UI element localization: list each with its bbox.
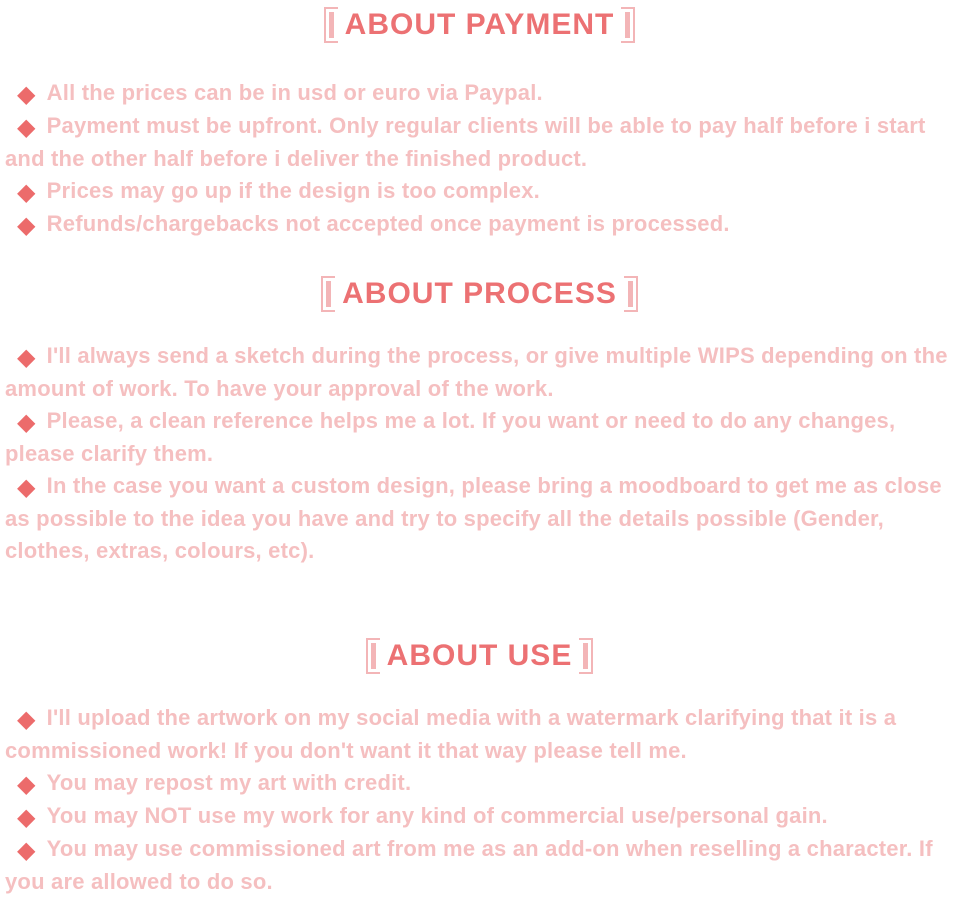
term-item [5, 110, 954, 175]
diamond-bullet-icon: ◆ [17, 178, 36, 207]
open-lenticular-bracket-icon [366, 638, 380, 674]
open-lenticular-bracket-icon [321, 276, 335, 312]
section-about-use [0, 637, 959, 898]
term-text: Prices may go up if the design is too complex. [46, 178, 540, 204]
close-lenticular-bracket-icon [579, 638, 593, 674]
section-title-text: ABOUT USE [386, 639, 573, 673]
diamond-bullet-icon: ◆ [17, 473, 36, 502]
term-text: You may NOT use my work for any kind of commercial use/personal gain. [46, 803, 828, 829]
term-item [5, 767, 954, 800]
term-item [5, 208, 954, 241]
term-item [5, 702, 954, 767]
section-title-about-process [0, 275, 959, 312]
diamond-bullet-icon: ◆ [17, 113, 36, 142]
diamond-bullet-icon: ◆ [17, 705, 36, 734]
diamond-bullet-icon: ◆ [17, 211, 36, 240]
term-text: Refunds/chargebacks not accepted once payment is processed. [46, 211, 730, 237]
section-title-text: ABOUT PAYMENT [344, 8, 615, 42]
diamond-bullet-icon: ◆ [17, 770, 36, 799]
section-title-text: ABOUT PROCESS [342, 277, 617, 311]
term-text: I'll upload the artwork on my social media with a watermark clarifying that it is a commissioned work! If you don't want it that way please tell me. [5, 705, 897, 764]
diamond-bullet-icon: ◆ [17, 408, 36, 437]
term-item [5, 405, 954, 470]
section-title-about-payment [0, 6, 959, 43]
section-about-process [0, 275, 959, 567]
term-text: Please, a clean reference helps me a lot. If you want or need to do any changes, please clarify them. [5, 408, 896, 467]
term-item [5, 470, 954, 567]
term-item [5, 175, 954, 208]
term-item [5, 340, 954, 405]
term-text: I'll always send a sketch during the process, or give multiple WIPS depending on the amount of work. To have your approval of the work. [5, 343, 948, 402]
diamond-bullet-icon: ◆ [17, 80, 36, 109]
diamond-bullet-icon: ◆ [17, 836, 36, 865]
term-text: Payment must be upfront. Only regular clients will be able to pay half before i start and the other half before i deliver the finished product. [5, 113, 926, 172]
close-lenticular-bracket-icon [621, 7, 635, 43]
term-text: In the case you want a custom design, please bring a moodboard to get me as close as possible to the idea you have and try to specify all the details possible (Gender, clothes, extras, colours, etc). [5, 473, 942, 564]
term-list [0, 702, 959, 898]
section-about-payment [0, 6, 959, 241]
term-list [0, 77, 959, 241]
section-title-about-use [0, 637, 959, 674]
term-text: All the prices can be in usd or euro via Paypal. [46, 80, 543, 106]
close-lenticular-bracket-icon [624, 276, 638, 312]
term-list [0, 340, 959, 567]
term-text: You may use commissioned art from me as an add-on when reselling a character. If you are allowed to do so. [5, 836, 933, 895]
term-item [5, 833, 954, 898]
diamond-bullet-icon: ◆ [17, 343, 36, 372]
term-item [5, 77, 954, 110]
term-text: You may repost my art with credit. [46, 770, 412, 796]
open-lenticular-bracket-icon [324, 7, 338, 43]
diamond-bullet-icon: ◆ [17, 803, 36, 832]
term-item [5, 800, 954, 833]
